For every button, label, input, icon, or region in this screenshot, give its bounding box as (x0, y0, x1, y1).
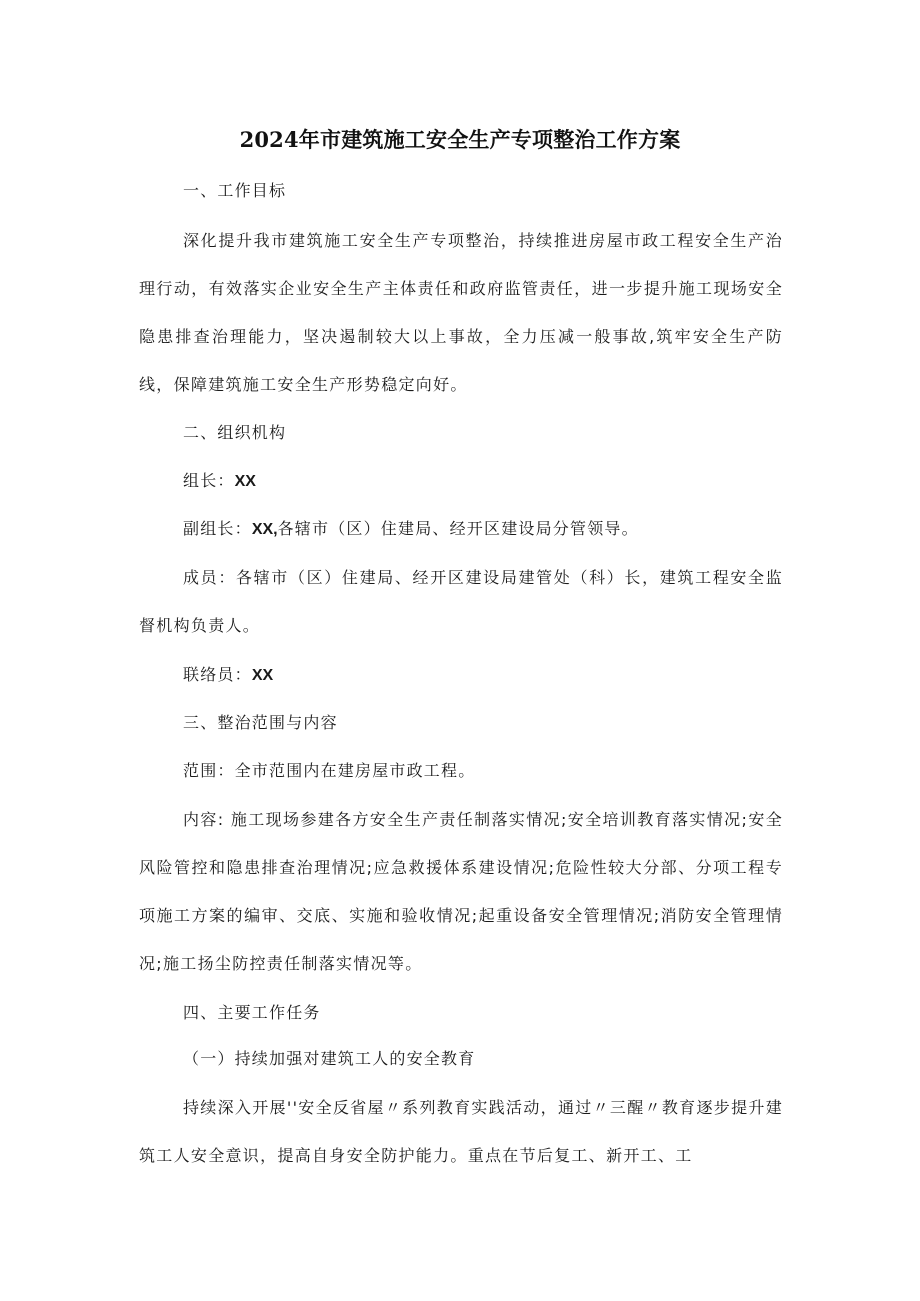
leader-line (183, 468, 256, 495)
paragraph-content: 内容: 施工现场参建各方安全生产责任制落实情况;安全培训教育落实情况;安全风险管控和隐患排查治理情况;应急救援体系建设情况;危险性较大分部、分项工程专项施工方案的编审、交底、实施和验收情况;起重设备安全管理情况;消防安全管理情况;施工扬尘防控责任制落实情况等。 (139, 810, 783, 973)
deputy-description: 各辖市（区）住建局、经开区建设局分管领导。 (277, 519, 639, 538)
deputy-leader-line (183, 516, 639, 543)
scope-line: 范围：全市范围内在建房屋市政工程。 (183, 761, 476, 780)
section-heading-organization: 二、组织机构 (183, 423, 287, 442)
deputy-label: 副组长： (183, 519, 252, 538)
document-title: 2024年市建筑施工安全生产专项整治工作方案 (239, 127, 681, 152)
leader-label: 组长： (183, 471, 235, 490)
paragraph-goals: 深化提升我市建筑施工安全生产专项整治，持续推进房屋市政工程安全生产治理行动，有效落实企业安全生产主体责任和政府监管责任，进一步提升施工现场安全隐患排查治理能力，坚决遏制较大以上事故，全力压减一般事故,筑牢安全生产防线，保障建筑施工安全生产形势稳定向好。 (139, 231, 783, 394)
section-heading-goals: 一、工作目标 (183, 181, 287, 200)
liaison-line (183, 662, 273, 689)
deputy-value: XX, (251, 521, 278, 538)
section-heading-scope: 三、整治范围与内容 (183, 713, 338, 732)
liaison-value: XX (251, 667, 274, 684)
paragraph-members: 成员：各辖市（区）住建局、经开区建设局建管处（科）长，建筑工程安全监督机构负责人。 (139, 568, 783, 635)
paragraph-education: 持续深入开展''安全反省屋〃系列教育实践活动，通过〃三醒〃教育逐步提升建筑工人安全意识，提高自身安全防护能力。重点在节后复工、新开工、工 (139, 1098, 783, 1165)
subsection-heading-education: （一）持续加强对建筑工人的安全教育 (183, 1049, 476, 1068)
liaison-label: 联络员： (183, 665, 252, 684)
section-heading-tasks: 四、主要工作任务 (183, 1003, 321, 1022)
leader-value: XX (234, 473, 256, 490)
